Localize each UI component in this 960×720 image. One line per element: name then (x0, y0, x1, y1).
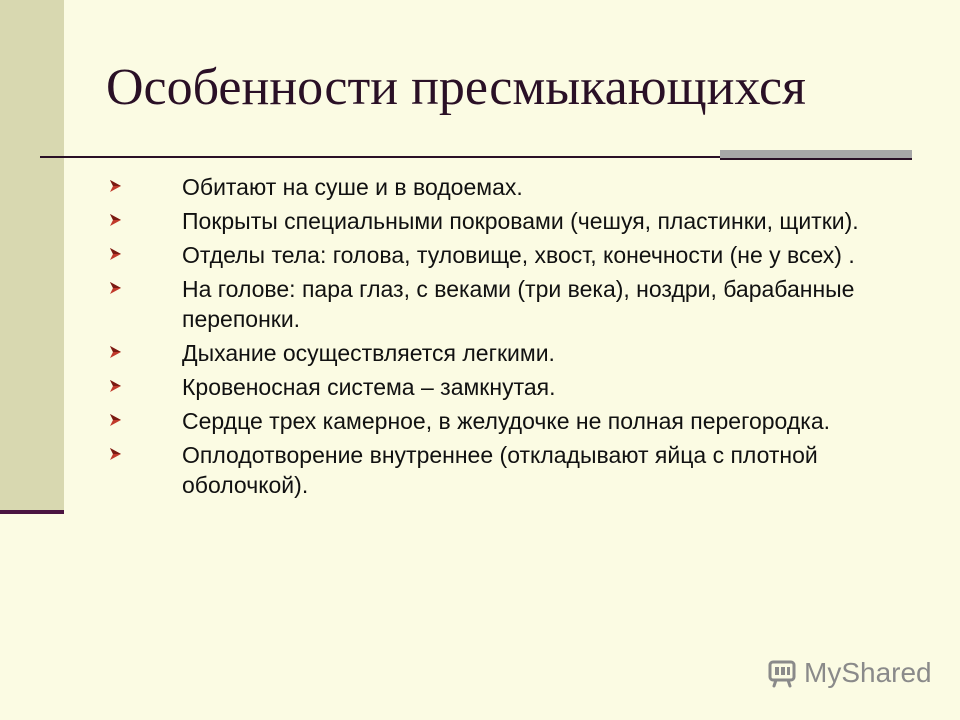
bullet-text: Покрыты специальными покровами (чешуя, пластинки, щитки). (182, 208, 859, 234)
arrowhead-bullet-icon (108, 413, 122, 427)
bullet-item (0, 406, 882, 436)
arrowhead-bullet-icon (108, 379, 122, 393)
arrowhead-bullet-icon (108, 447, 122, 461)
arrowhead-bullet-icon (108, 281, 122, 295)
bullet-text: Оплодотворение внутреннее (откладывают яйца с плотной оболочкой). (182, 442, 818, 498)
watermark-text: MyShared (804, 657, 932, 688)
bullet-item (0, 172, 882, 202)
slide-title: Особенности пресмыкающихся (106, 59, 806, 116)
title-underline (40, 156, 720, 158)
bullet-item (0, 338, 882, 368)
bullet-item (0, 274, 882, 334)
bullet-item (0, 240, 882, 270)
arrowhead-bullet-icon (108, 345, 122, 359)
bullet-text: Кровеносная система – замкнутая. (182, 374, 556, 400)
arrowhead-bullet-icon (108, 213, 122, 227)
bullet-text: Дыхание осуществляется легкими. (182, 340, 555, 366)
bullet-text: Сердце трех камерное, в желудочке не полная перегородка. (182, 408, 831, 434)
bullet-text: Отделы тела: голова, туловище, хвост, конечности (не у всех) . (182, 242, 855, 268)
bullet-text: Обитают на суше и в водоемах. (182, 174, 523, 200)
arrowhead-bullet-icon (108, 247, 122, 261)
title-underline-accent-line (720, 158, 912, 160)
myshared-logo-icon (766, 656, 800, 690)
bullet-item (0, 372, 882, 402)
bullet-item (0, 440, 882, 500)
bullet-item (0, 206, 882, 236)
side-decor-line (0, 510, 64, 514)
bullet-text: На голове: пара глаз, с веками (три века), ноздри, барабанные перепонки. (182, 276, 855, 332)
arrowhead-bullet-icon (108, 179, 122, 193)
bullet-list (0, 172, 960, 504)
watermark (766, 656, 932, 690)
